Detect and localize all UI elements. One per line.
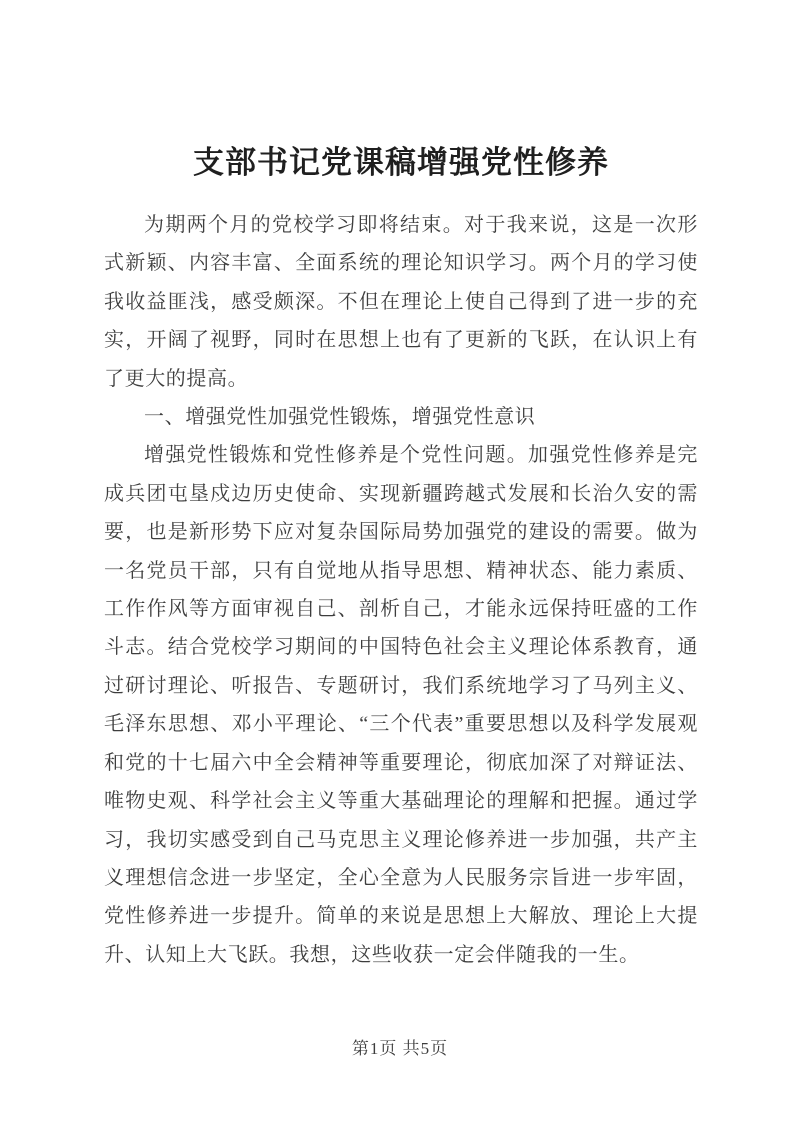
paragraph-intro: 为期两个月的党校学习即将结束。对于我来说，这是一次形式新颖、内容丰富、全面系统的理论知识学习。两个月的学习使我收益匪浅，感受颇深。不但在理论上使自己得到了进一步的充实，开阔了视野，同时在思想上也有了更新的飞跃，在认识上有了更大的提高。: [104, 214, 698, 390]
section-heading: 一、增强党性加强党性锻炼，增强党性意识: [144, 406, 536, 429]
document-content: [104, 140, 698, 974]
page-footer: [0, 1034, 800, 1059]
document-title: 支部书记党课稿增强党性修养: [193, 145, 609, 180]
paragraph-body: 增强党性锻炼和党性修养是个党性问题。加强党性修养是完成兵团屯垦戍边历史使命、实现新疆跨越式发展和长治久安的需要，也是新形势下应对复杂国际局势加强党的建设的需要。做为一名党员干部，只有自觉地从指导思想、精神状态、能力素质、工作作风等方面审视自己、剖析自己，才能永远保持旺盛的工作斗志。结合党校学习期间的中国特色社会主义理论体系教育，通过研讨理论、听报告、专题研讨，我们系统地学习了马列主义、毛泽东思想、邓小平理论、“三个代表”重要思想以及科学发展观和党的十七届六中全会精神等重要理论，彻底加深了对辩证法、唯物史观、科学社会主义等重大基础理论的理解和把握。通过学习，我切实感受到自己马克思主义理论修养进一步加强，共产主义理想信念进一步坚定，全心全意为人民服务宗旨进一步牢固，党性修养进一步提升。简单的来说是思想上大解放、理论上大提升、认知上大飞跃。我想，这些收获一定会伴随我的一生。: [104, 444, 698, 966]
page-indicator: 第1页 共5页: [351, 1039, 449, 1058]
